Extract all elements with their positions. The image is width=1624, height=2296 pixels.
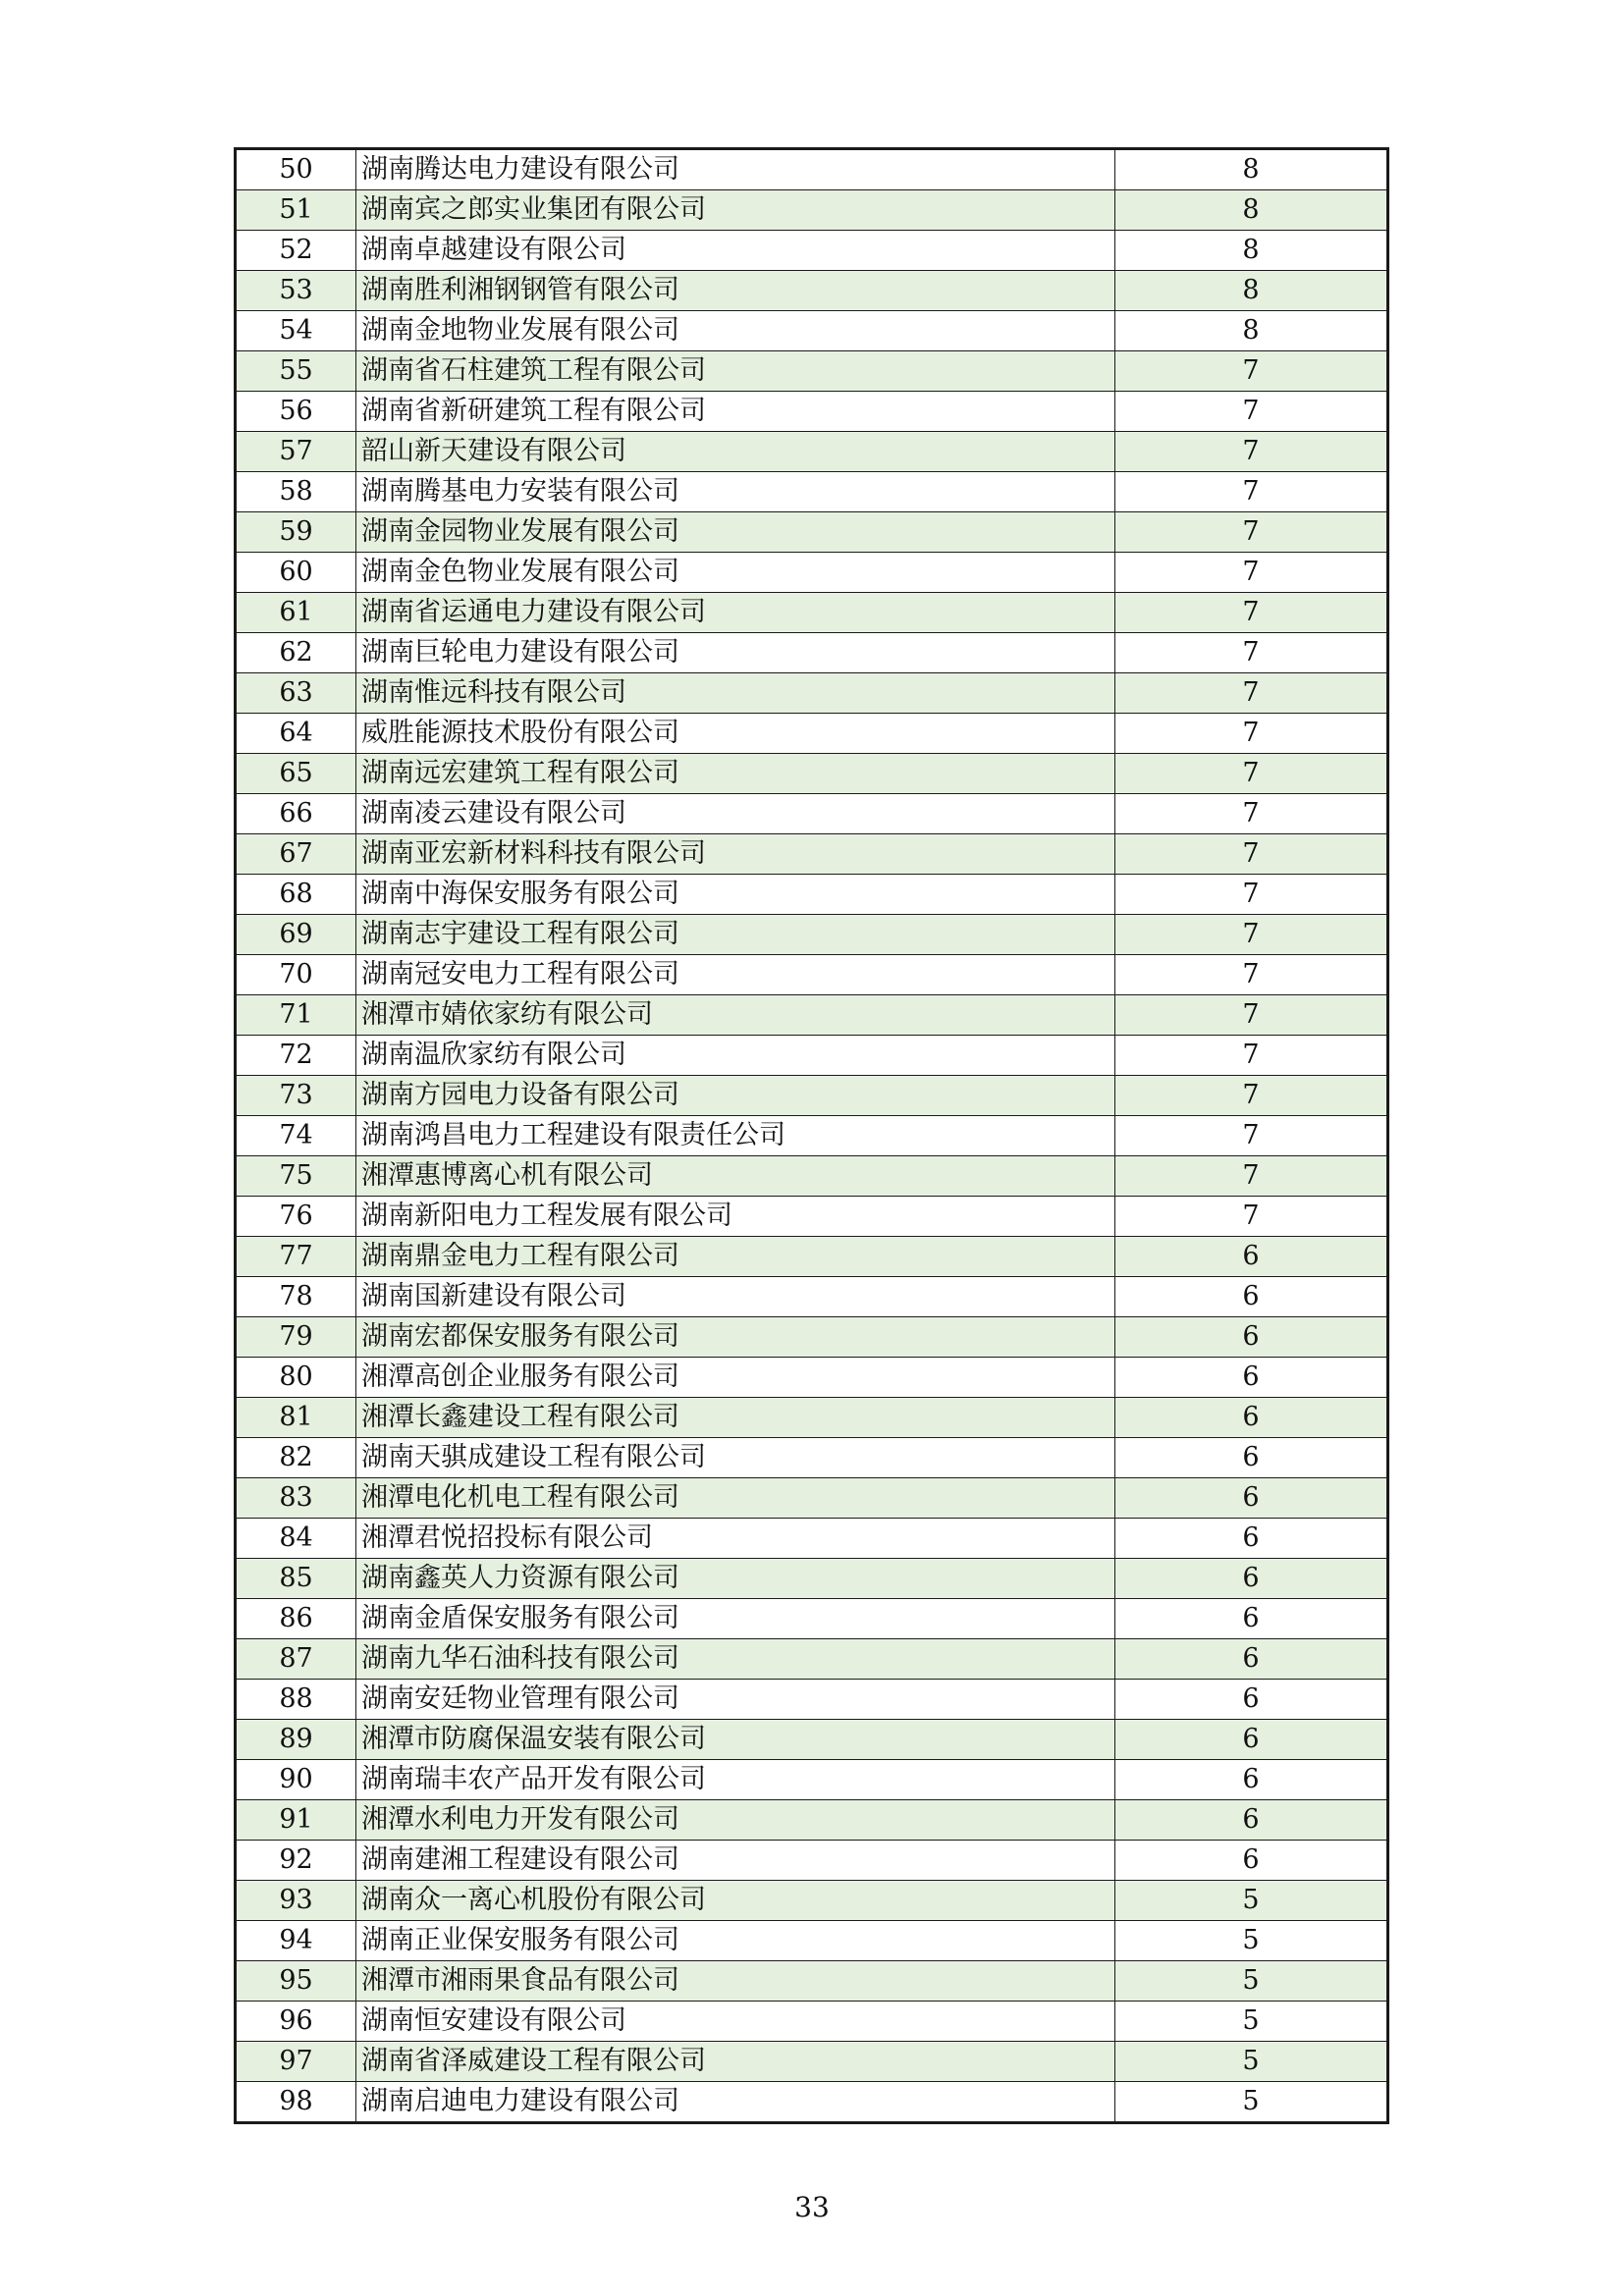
count-cell: 6 (1115, 1599, 1388, 1639)
table-row (236, 2082, 1388, 2123)
table-row (236, 1438, 1388, 1478)
count-cell: 6 (1115, 1398, 1388, 1438)
company-name-cell: 湘潭电化机电工程有限公司 (356, 1478, 1115, 1519)
table-row (236, 2002, 1388, 2042)
company-name-cell: 湖南瑞丰农产品开发有限公司 (356, 1760, 1115, 1800)
table-row (236, 190, 1388, 231)
row-number-cell: 64 (236, 714, 356, 754)
count-cell: 7 (1115, 794, 1388, 834)
count-cell: 6 (1115, 1358, 1388, 1398)
table-row (236, 1921, 1388, 1961)
table-row (236, 1841, 1388, 1881)
row-number-cell: 84 (236, 1519, 356, 1559)
row-number-cell: 69 (236, 915, 356, 955)
count-cell: 6 (1115, 1438, 1388, 1478)
table-row (236, 1519, 1388, 1559)
table-row (236, 1277, 1388, 1317)
table-row (236, 955, 1388, 995)
company-name-cell: 湖南恒安建设有限公司 (356, 2002, 1115, 2042)
count-cell: 6 (1115, 1478, 1388, 1519)
row-number-cell: 70 (236, 955, 356, 995)
company-name-cell: 湖南鼎金电力工程有限公司 (356, 1237, 1115, 1277)
row-number-cell: 73 (236, 1076, 356, 1116)
company-name-cell: 湖南腾基电力安装有限公司 (356, 472, 1115, 512)
table-row (236, 472, 1388, 512)
company-name-cell: 湘潭市婧依家纺有限公司 (356, 995, 1115, 1036)
company-name-cell: 湖南金园物业发展有限公司 (356, 512, 1115, 553)
count-cell: 5 (1115, 1881, 1388, 1921)
company-name-cell: 湖南新阳电力工程发展有限公司 (356, 1197, 1115, 1237)
company-name-cell: 湖南启迪电力建设有限公司 (356, 2082, 1115, 2123)
table-row (236, 1680, 1388, 1720)
table-row (236, 1559, 1388, 1599)
row-number-cell: 57 (236, 432, 356, 472)
row-number-cell: 95 (236, 1961, 356, 2002)
table-row (236, 1478, 1388, 1519)
count-cell: 6 (1115, 1760, 1388, 1800)
company-name-cell: 湘潭君悦招投标有限公司 (356, 1519, 1115, 1559)
company-name-cell: 湖南志宇建设工程有限公司 (356, 915, 1115, 955)
row-number-cell: 53 (236, 271, 356, 311)
company-name-cell: 湘潭市防腐保温安装有限公司 (356, 1720, 1115, 1760)
row-number-cell: 56 (236, 392, 356, 432)
company-name-cell: 湖南温欣家纺有限公司 (356, 1036, 1115, 1076)
row-number-cell: 91 (236, 1800, 356, 1841)
count-cell: 7 (1115, 754, 1388, 794)
count-cell: 6 (1115, 1559, 1388, 1599)
table-row (236, 633, 1388, 673)
table-row (236, 834, 1388, 875)
row-number-cell: 58 (236, 472, 356, 512)
count-cell: 6 (1115, 1277, 1388, 1317)
company-name-cell: 湖南九华石油科技有限公司 (356, 1639, 1115, 1680)
count-cell: 7 (1115, 1036, 1388, 1076)
company-name-cell: 湖南省石柱建筑工程有限公司 (356, 351, 1115, 392)
row-number-cell: 96 (236, 2002, 356, 2042)
table-row (236, 1599, 1388, 1639)
table-row (236, 1398, 1388, 1438)
table-row (236, 512, 1388, 553)
row-number-cell: 97 (236, 2042, 356, 2082)
table-row (236, 1076, 1388, 1116)
company-name-cell: 湖南省泽威建设工程有限公司 (356, 2042, 1115, 2082)
row-number-cell: 92 (236, 1841, 356, 1881)
row-number-cell: 77 (236, 1237, 356, 1277)
company-name-cell: 湖南安廷物业管理有限公司 (356, 1680, 1115, 1720)
count-cell: 5 (1115, 2042, 1388, 2082)
row-number-cell: 78 (236, 1277, 356, 1317)
count-cell: 5 (1115, 1961, 1388, 2002)
count-cell: 7 (1115, 633, 1388, 673)
table-row (236, 149, 1388, 190)
company-name-cell: 湖南省新研建筑工程有限公司 (356, 392, 1115, 432)
row-number-cell: 65 (236, 754, 356, 794)
table-row (236, 1197, 1388, 1237)
table-row (236, 714, 1388, 754)
table-row (236, 1116, 1388, 1156)
company-name-cell: 湖南金地物业发展有限公司 (356, 311, 1115, 351)
count-cell: 6 (1115, 1639, 1388, 1680)
table-row (236, 1358, 1388, 1398)
table-row (236, 1036, 1388, 1076)
count-cell: 7 (1115, 915, 1388, 955)
company-name-cell: 湖南胜利湘钢钢管有限公司 (356, 271, 1115, 311)
row-number-cell: 90 (236, 1760, 356, 1800)
row-number-cell: 67 (236, 834, 356, 875)
count-cell: 7 (1115, 512, 1388, 553)
table-row (236, 754, 1388, 794)
table-row (236, 1317, 1388, 1358)
page-number: 33 (794, 2191, 830, 2223)
table-row (236, 1720, 1388, 1760)
count-cell: 5 (1115, 1921, 1388, 1961)
table-row (236, 351, 1388, 392)
count-cell: 7 (1115, 432, 1388, 472)
row-number-cell: 60 (236, 553, 356, 593)
company-name-cell: 湘潭惠博离心机有限公司 (356, 1156, 1115, 1197)
company-name-cell: 湘潭水利电力开发有限公司 (356, 1800, 1115, 1841)
table-row (236, 392, 1388, 432)
company-name-cell: 威胜能源技术股份有限公司 (356, 714, 1115, 754)
table-row (236, 1639, 1388, 1680)
row-number-cell: 55 (236, 351, 356, 392)
company-name-cell: 湖南凌云建设有限公司 (356, 794, 1115, 834)
row-number-cell: 98 (236, 2082, 356, 2123)
count-cell: 7 (1115, 351, 1388, 392)
row-number-cell: 76 (236, 1197, 356, 1237)
table-row (236, 1237, 1388, 1277)
count-cell: 7 (1115, 1116, 1388, 1156)
company-name-cell: 湖南卓越建设有限公司 (356, 231, 1115, 271)
company-name-cell: 湖南金盾保安服务有限公司 (356, 1599, 1115, 1639)
row-number-cell: 88 (236, 1680, 356, 1720)
row-number-cell: 93 (236, 1881, 356, 1921)
table-row (236, 231, 1388, 271)
count-cell: 8 (1115, 190, 1388, 231)
count-cell: 6 (1115, 1519, 1388, 1559)
row-number-cell: 83 (236, 1478, 356, 1519)
company-name-cell: 湘潭市湘雨果食品有限公司 (356, 1961, 1115, 2002)
table-row (236, 995, 1388, 1036)
row-number-cell: 74 (236, 1116, 356, 1156)
count-cell: 6 (1115, 1720, 1388, 1760)
table-row (236, 673, 1388, 714)
table-row (236, 1881, 1388, 1921)
count-cell: 6 (1115, 1800, 1388, 1841)
table-row (236, 553, 1388, 593)
table-row (236, 432, 1388, 472)
row-number-cell: 59 (236, 512, 356, 553)
count-cell: 6 (1115, 1317, 1388, 1358)
company-name-cell: 湖南方园电力设备有限公司 (356, 1076, 1115, 1116)
table-row (236, 271, 1388, 311)
count-cell: 5 (1115, 2082, 1388, 2123)
count-cell: 7 (1115, 834, 1388, 875)
table-row (236, 1760, 1388, 1800)
company-name-cell: 湖南亚宏新材料科技有限公司 (356, 834, 1115, 875)
row-number-cell: 54 (236, 311, 356, 351)
row-number-cell: 86 (236, 1599, 356, 1639)
table-row (236, 875, 1388, 915)
company-name-cell: 湖南巨轮电力建设有限公司 (356, 633, 1115, 673)
row-number-cell: 50 (236, 149, 356, 190)
company-name-cell: 湖南金色物业发展有限公司 (356, 553, 1115, 593)
row-number-cell: 85 (236, 1559, 356, 1599)
company-name-cell: 湖南天骐成建设工程有限公司 (356, 1438, 1115, 1478)
table-row (236, 311, 1388, 351)
row-number-cell: 66 (236, 794, 356, 834)
company-name-cell: 湖南冠安电力工程有限公司 (356, 955, 1115, 995)
count-cell: 6 (1115, 1680, 1388, 1720)
count-cell: 7 (1115, 875, 1388, 915)
table-row (236, 1156, 1388, 1197)
row-number-cell: 63 (236, 673, 356, 714)
row-number-cell: 75 (236, 1156, 356, 1197)
count-cell: 6 (1115, 1841, 1388, 1881)
count-cell: 5 (1115, 2002, 1388, 2042)
count-cell: 7 (1115, 1076, 1388, 1116)
table-row (236, 1800, 1388, 1841)
table-row (236, 1961, 1388, 2002)
company-name-cell: 湖南国新建设有限公司 (356, 1277, 1115, 1317)
count-cell: 8 (1115, 231, 1388, 271)
count-cell: 8 (1115, 149, 1388, 190)
company-name-cell: 湘潭长鑫建设工程有限公司 (356, 1398, 1115, 1438)
company-name-cell: 湖南远宏建筑工程有限公司 (356, 754, 1115, 794)
row-number-cell: 71 (236, 995, 356, 1036)
company-name-cell: 湖南宾之郎实业集团有限公司 (356, 190, 1115, 231)
company-name-cell: 韶山新天建设有限公司 (356, 432, 1115, 472)
row-number-cell: 61 (236, 593, 356, 633)
count-cell: 7 (1115, 593, 1388, 633)
company-name-cell: 湖南惟远科技有限公司 (356, 673, 1115, 714)
row-number-cell: 51 (236, 190, 356, 231)
table-row (236, 593, 1388, 633)
company-name-cell: 湖南正业保安服务有限公司 (356, 1921, 1115, 1961)
table-body (236, 149, 1388, 2123)
count-cell: 7 (1115, 955, 1388, 995)
count-cell: 7 (1115, 472, 1388, 512)
row-number-cell: 81 (236, 1398, 356, 1438)
count-cell: 7 (1115, 714, 1388, 754)
row-number-cell: 62 (236, 633, 356, 673)
count-cell: 7 (1115, 1197, 1388, 1237)
row-number-cell: 87 (236, 1639, 356, 1680)
count-cell: 7 (1115, 673, 1388, 714)
count-cell: 7 (1115, 392, 1388, 432)
count-cell: 7 (1115, 1156, 1388, 1197)
count-cell: 6 (1115, 1237, 1388, 1277)
row-number-cell: 68 (236, 875, 356, 915)
count-cell: 8 (1115, 271, 1388, 311)
row-number-cell: 80 (236, 1358, 356, 1398)
company-name-cell: 湖南中海保安服务有限公司 (356, 875, 1115, 915)
count-cell: 7 (1115, 995, 1388, 1036)
company-name-cell: 湖南众一离心机股份有限公司 (356, 1881, 1115, 1921)
company-name-cell: 湖南腾达电力建设有限公司 (356, 149, 1115, 190)
row-number-cell: 72 (236, 1036, 356, 1076)
count-cell: 7 (1115, 553, 1388, 593)
company-name-cell: 湖南建湘工程建设有限公司 (356, 1841, 1115, 1881)
row-number-cell: 89 (236, 1720, 356, 1760)
company-name-cell: 湖南宏都保安服务有限公司 (356, 1317, 1115, 1358)
company-name-cell: 湖南鑫英人力资源有限公司 (356, 1559, 1115, 1599)
company-name-cell: 湖南鸿昌电力工程建设有限责任公司 (356, 1116, 1115, 1156)
row-number-cell: 94 (236, 1921, 356, 1961)
ranking-table (234, 147, 1389, 2124)
table-row (236, 794, 1388, 834)
row-number-cell: 82 (236, 1438, 356, 1478)
row-number-cell: 52 (236, 231, 356, 271)
table-row (236, 915, 1388, 955)
company-name-cell: 湘潭高创企业服务有限公司 (356, 1358, 1115, 1398)
company-name-cell: 湖南省运通电力建设有限公司 (356, 593, 1115, 633)
table-row (236, 2042, 1388, 2082)
count-cell: 8 (1115, 311, 1388, 351)
row-number-cell: 79 (236, 1317, 356, 1358)
